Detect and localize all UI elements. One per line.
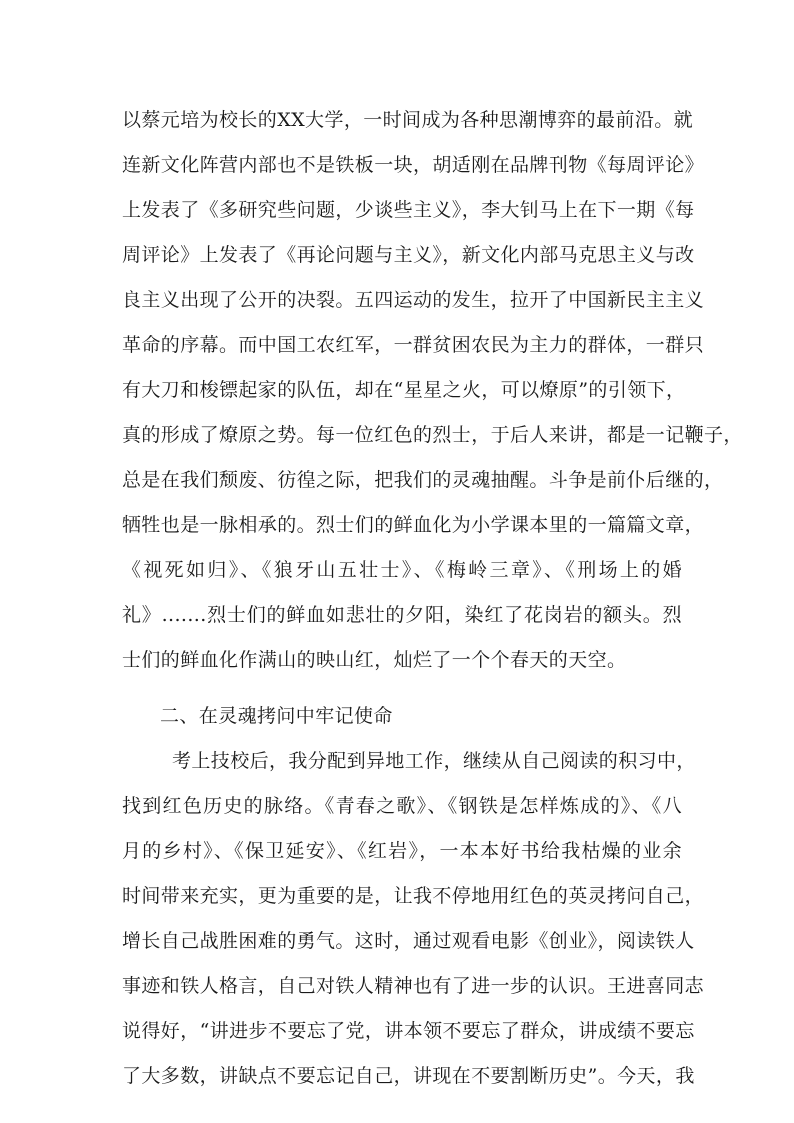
text-line: 以蔡元培为校长的XX大学，一时间成为各种思潮博弈的最前沿。就 [122, 109, 694, 131]
text-line: 说得好，“讲进步不要忘了党，讲本领不要忘了群众，讲成绩不要忘 [122, 1020, 695, 1042]
text-line: 牺牲也是一脉相承的。烈士们的鲜血化为小学课本里的一篇篇文章， [122, 514, 705, 536]
text-line: 周评论》上发表了《再论问题与主义》，新文化内部马克思主义与改 [122, 244, 695, 266]
text-line: 士们的鲜血化作满山的映山红，灿烂了一个个春天的天空。 [122, 649, 627, 671]
text-line: 礼》.......烈士们的鲜血如悲壮的夕阳，染红了花岗岩的额头。烈 [122, 604, 682, 626]
text-line: 事迹和铁人格言，自己对铁人精神也有了进一步的认识。王进喜同志 [122, 975, 705, 997]
text-line: 有大刀和梭镖起家的队伍，却在“星星之火，可以燎原”的引领下， [122, 379, 686, 401]
text-line: 总是在我们颓废、彷徨之际，把我们的灵魂抽醒。斗争是前仆后继的， [122, 469, 724, 491]
text-line: 真的形成了燎原之势。每一位红色的烈士，于后人来讲，都是一记鞭子， [122, 424, 743, 446]
text-line: 增长自己战胜困难的勇气。这时，通过观看电影《创业》，阅读铁人 [122, 930, 695, 952]
text-line: 月的乡村》、《保卫延安》、《红岩》，一本本好书给我枯燥的业余 [122, 840, 682, 862]
text-line: 连新文化阵营内部也不是铁板一块，胡适刚在品牌刊物《每周评论》 [122, 154, 705, 176]
text-line: 上发表了《多研究些问题，少谈些主义》，李大钊马上在下一期《每 [122, 199, 695, 221]
text-line: 革命的序幕。而中国工农红军，一群贫困农民为主力的群体，一群只 [122, 334, 705, 356]
text-line: 找到红色历史的脉络。《青春之歌》、《钢铁是怎样炼成的》、《八 [122, 795, 682, 817]
text-line: 考上技校后，我分配到异地工作，继续从自己阅读的积习中， [172, 750, 696, 772]
text-line: 良主义出现了公开的决裂。五四运动的发生，拉开了中国新民主主义 [122, 289, 705, 311]
text-line: 了大多数，讲缺点不要忘记自己，讲现在不要割断历史”。今天，我 [122, 1065, 695, 1087]
section-heading: 二、在灵魂拷问中牢记使命 [160, 705, 393, 727]
text-line: 时间带来充实，更为重要的是，让我不停地用红色的英灵拷问自己， [122, 885, 705, 907]
text-line: 《视死如归》、《狼牙山五壮士》、《梅岭三章》、《刑场上的婚 [122, 559, 682, 581]
